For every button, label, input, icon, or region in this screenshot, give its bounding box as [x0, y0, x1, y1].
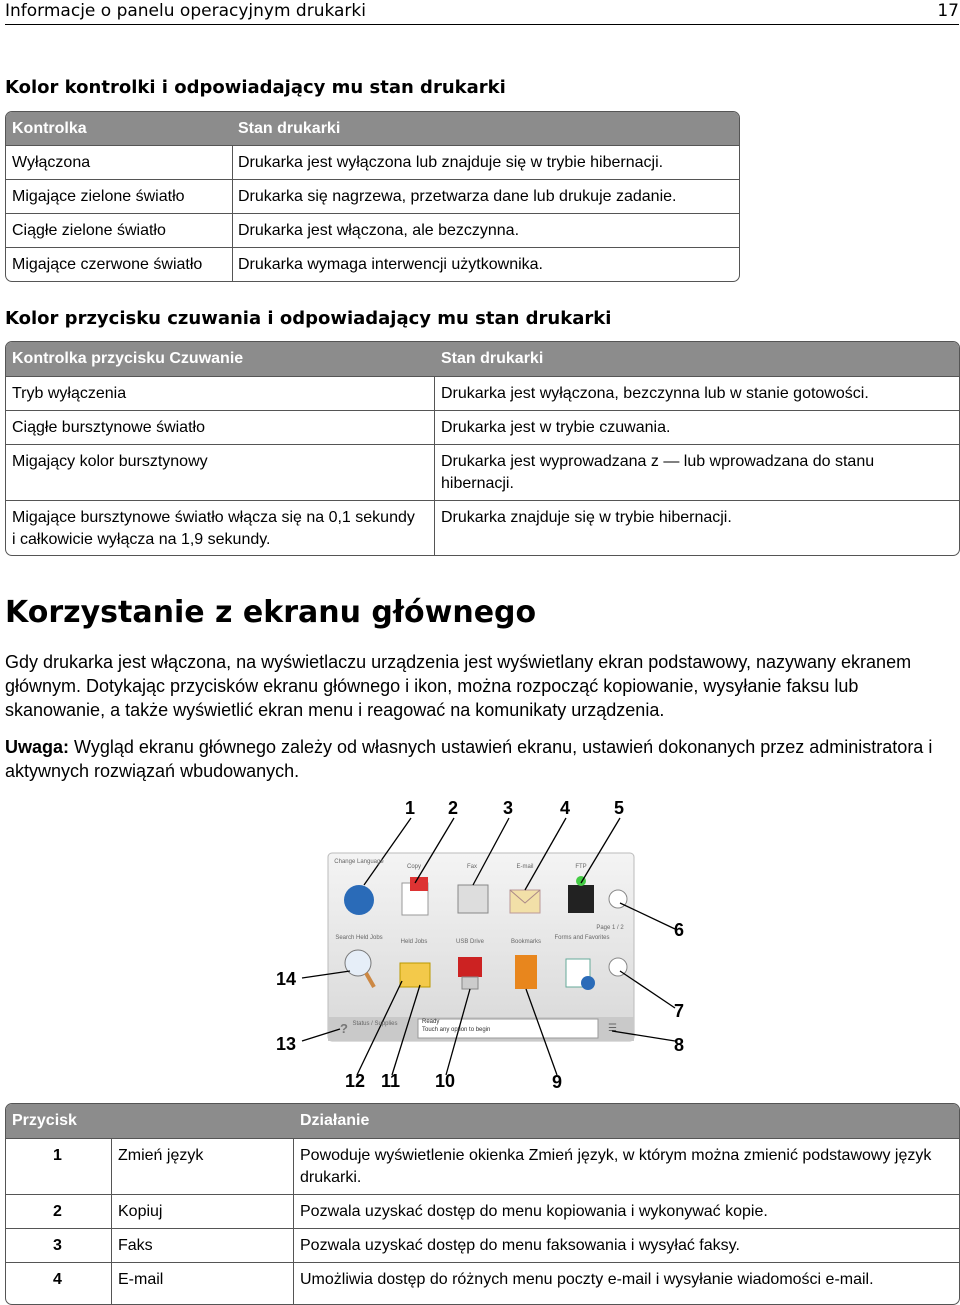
table-cell: Migające zielone światło [12, 188, 185, 205]
table-cell: Zmień język [118, 1147, 204, 1164]
status-ready: Ready [422, 1019, 440, 1025]
callout-number: 8 [674, 1035, 685, 1055]
home-screen-figure [270, 795, 700, 1095]
table-header-row [6, 1104, 959, 1138]
callout-number: 5 [614, 798, 625, 818]
page-number: 17 [937, 1, 959, 21]
indicator-table [5, 111, 740, 282]
table-cell: Ciągłe bursztynowe światło [12, 419, 205, 436]
table-cell: Drukarka się nagrzewa, przetwarza dane lub drukuje zadanie. [238, 188, 677, 205]
screen-label: FTP [575, 864, 587, 870]
column-header: Stan drukarki [238, 120, 341, 137]
callout-number: 7 [674, 1001, 685, 1021]
copy-icon-accent [410, 877, 428, 891]
table-cell: Migające czerwone światło [12, 256, 203, 273]
table-cell: Drukarka jest wyprowadzana z — lub wprowadzana do stanu hibernacji. [441, 453, 875, 492]
held-jobs-icon [400, 963, 430, 987]
help-icon: ? [340, 1021, 348, 1036]
table-cell: Drukarka jest wyłączona, bezczynna lub w stanie gotowości. [441, 385, 869, 402]
table-cell: 2 [53, 1203, 62, 1220]
callout-number: 6 [674, 920, 685, 940]
column-header: Kontrolka przycisku Czuwanie [12, 350, 244, 367]
menu-icon: ☰ [608, 1023, 617, 1034]
table-row [6, 179, 739, 213]
table-cell: Pozwala uzyskać dostęp do menu kopiowania i wykonywać kopie. [300, 1203, 768, 1220]
table-row [6, 1262, 959, 1296]
table-cell: Migający kolor bursztynowy [12, 453, 208, 470]
table-cell: Migające bursztynowe światło włącza się na 0,1 sekundy i całkowicie wyłącza na 1,9 sekundy. [12, 509, 415, 548]
callout-number: 10 [435, 1071, 456, 1091]
home-screen-diagram [270, 795, 700, 1095]
table-cell: Wyłączona [12, 154, 91, 171]
usb-icon [458, 957, 482, 977]
screen-label: USB Drive [455, 939, 484, 945]
screen-label: Forms and Favorites [554, 935, 610, 941]
page-title: Korzystanie z ekranu głównego [5, 595, 537, 630]
table-row [6, 247, 739, 281]
screen-label: Held Jobs [400, 939, 428, 945]
table-cell: 1 [53, 1147, 62, 1164]
table-cell: Faks [118, 1237, 153, 1254]
table-row [6, 444, 959, 500]
running-title: Informacje o panelu operacyjnym drukarki [5, 1, 366, 21]
table-cell: 3 [53, 1237, 62, 1254]
screen-label: Change Language [334, 859, 384, 865]
table-cell: Drukarka wymaga interwencji użytkownika. [238, 256, 543, 273]
table-row [6, 376, 959, 410]
buttons-table [5, 1103, 960, 1305]
note-paragraph [5, 735, 955, 783]
column-header: Stan drukarki [441, 350, 544, 367]
table-cell: Pozwala uzyskać dostęp do menu faksowania i wysyłać faksy. [300, 1237, 740, 1254]
search-icon [345, 950, 371, 976]
note-text: Wygląd ekranu głównego zależy od własnych ustawień ekranu, ustawień dokonanych przez administratora i aktywnych rozwiązań wbudowanych. [5, 737, 933, 781]
table-row [6, 1138, 959, 1194]
table-cell: Ciągłe zielone światło [12, 222, 166, 239]
table-row [6, 500, 959, 555]
table-row [6, 1194, 959, 1228]
callout-number: 11 [381, 1071, 401, 1091]
intro-paragraph: Gdy drukarka jest włączona, na wyświetlaczu urządzenia jest wyświetlany ekran podstawowy, nazywany ekranem głównym. Dotykając przycisków ekranu głównego i ikon, można rozpocząć kopiowanie, wysyłanie faksu lub skanowanie, a także wyświetlić ekran menu i reagować na komunikaty urządzenia. [5, 652, 912, 720]
table-cell: Tryb wyłączenia [12, 385, 127, 402]
screen-label: Copy [406, 864, 421, 870]
callout-number: 3 [503, 798, 514, 818]
table-cell: Drukarka jest wyłączona lub znajduje się w trybie hibernacji. [238, 154, 664, 171]
callout-number: 9 [552, 1072, 563, 1092]
table-cell: 4 [53, 1271, 62, 1288]
table-header-row [6, 342, 959, 376]
callout-number: 1 [405, 798, 416, 818]
table-row [6, 410, 959, 444]
callout-number: 12 [345, 1071, 366, 1091]
table-row [6, 213, 739, 247]
status-supplies-button: Status / Supplies [352, 1021, 398, 1027]
table-cell: Drukarka jest w trybie czuwania. [441, 419, 671, 436]
section-heading-sleep-button: Kolor przycisku czuwania i odpowiadający mu stan drukarki [5, 308, 612, 329]
bookmarks-icon [515, 955, 537, 989]
table-cell: Drukarka znajduje się w trybie hibernacji. [441, 509, 732, 526]
callout-number: 13 [276, 1034, 297, 1054]
column-header: Kontrolka [12, 120, 87, 137]
globe-icon [344, 885, 374, 915]
callout-number: 4 [560, 798, 571, 818]
table-row [6, 145, 739, 179]
ftp-icon [568, 885, 594, 913]
screen-label: Search Held Jobs [335, 935, 383, 941]
screen-label: E-mail [516, 864, 534, 870]
note-label: Uwaga: [5, 737, 70, 757]
callout-number: 14 [276, 969, 297, 989]
table-header-row [6, 112, 739, 145]
table-cell: Umożliwia dostęp do różnych menu poczty e-mail i wysyłanie wiadomości e-mail. [300, 1271, 874, 1288]
table-cell: Drukarka jest włączona, ale bezczynna. [238, 222, 520, 239]
screen-label: Fax [466, 864, 477, 870]
section-heading-indicator: Kolor kontrolki i odpowiadający mu stan drukarki [5, 77, 506, 98]
sleep-button-table [5, 341, 960, 556]
table-cell: Kopiuj [118, 1203, 163, 1220]
table-cell: E-mail [118, 1271, 164, 1288]
fax-icon [458, 885, 488, 913]
page-header [5, 0, 959, 25]
callout-number: 2 [448, 798, 459, 818]
page-indicator: Page 1 / 2 [596, 925, 624, 931]
screen-label: Bookmarks [510, 939, 541, 945]
status-message: Touch any option to begin [422, 1027, 491, 1033]
table-cell: Powoduje wyświetlenie okienka Zmień język, w którym można zmienić podstawowy język drukarki. [300, 1147, 932, 1186]
column-header: Działanie [300, 1112, 370, 1129]
table-row [6, 1228, 959, 1262]
column-header: Przycisk [12, 1112, 77, 1129]
